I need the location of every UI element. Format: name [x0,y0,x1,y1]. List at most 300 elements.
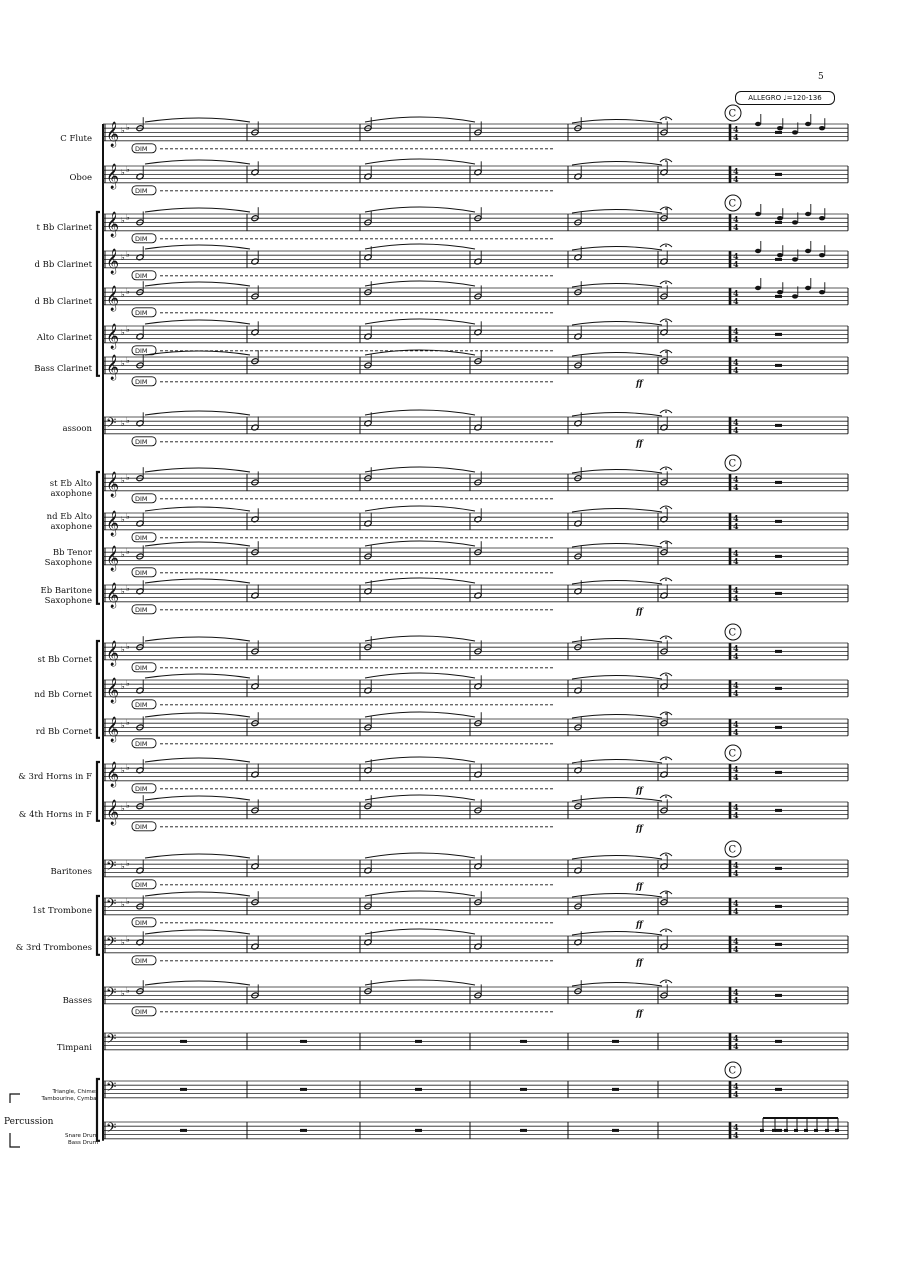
fermata-dot [665,758,667,760]
whole-rest [775,1040,782,1043]
dim-marking: DIM [135,784,148,793]
flat-icon: ♭ [121,216,125,225]
dynamic-ff: ff [636,822,643,833]
slur [145,468,250,472]
rehearsal-mark: C [728,198,737,210]
whole-rest [415,1129,422,1132]
fermata-dot [665,507,667,509]
fermata-dot [665,411,667,413]
whole-rest [775,258,782,261]
time-signature: 4 [733,585,739,595]
time-signature: 4 [733,513,739,523]
bass-clef-icon: 𝄢 [106,415,117,434]
flat-icon: ♭ [126,287,130,296]
whole-rest [775,994,782,997]
whole-rest [180,1040,187,1043]
note-head [805,212,811,216]
slur [145,981,250,985]
page-number: 5 [818,72,824,82]
flat-icon: ♭ [126,584,130,593]
time-signature: 4 [733,1089,739,1099]
slur [572,120,662,124]
dynamic-ff: ff [636,918,643,929]
note-head [755,249,761,253]
whole-rest [775,481,782,484]
whole-rest [775,364,782,367]
treble-clef-icon: 𝄞 [106,717,120,742]
whole-rest [415,1088,422,1091]
time-signature: 4 [733,987,739,997]
flat-icon: ♭ [126,642,130,651]
whole-rest [775,520,782,523]
dim-marking: DIM [135,271,148,280]
instrument-label: & 4th Horns in F [18,810,92,820]
slur [145,411,250,415]
time-signature: 4 [733,898,739,908]
time-signature: 4 [733,326,739,336]
time-signature: 4 [733,132,739,142]
slur [572,856,662,860]
fermata-dot [665,351,667,353]
time-signature: 4 [733,482,739,492]
time-signature: 4 [733,521,739,531]
rehearsal-mark: C [728,627,737,639]
percussion-bracket [10,1094,20,1103]
note-head [755,122,761,126]
dim-marking: DIM [135,186,148,195]
note-head [819,216,825,220]
flat-icon: ♭ [126,213,130,222]
slur [145,579,250,583]
instrument-label: Bass Clarinet [34,364,92,374]
rehearsal-mark: C [728,844,737,856]
slur [145,713,250,717]
note-head [755,212,761,216]
dim-marking: DIM [135,377,148,386]
treble-clef-icon: 𝄞 [106,164,120,189]
time-signature: 4 [733,296,739,306]
time-signature: 4 [733,1033,739,1043]
flat-icon: ♭ [121,515,125,524]
flat-icon: ♭ [126,416,130,425]
whole-rest [775,687,782,690]
time-signature: 4 [733,719,739,729]
instrument-label: Timpani [56,1043,92,1053]
dim-marking: DIM [135,739,148,748]
tempo-marking: ALLEGRO ♩=120-136 [735,91,835,105]
whole-rest [775,333,782,336]
percussion-sub-label-2: Snare Drum Bass Drum [65,1133,98,1146]
slur [365,319,475,324]
slur [572,760,662,764]
time-signature: 4 [733,251,739,261]
flat-icon: ♭ [121,989,125,998]
slur [572,798,662,802]
note-head [777,126,783,130]
flat-icon: ♭ [126,473,130,482]
time-signature: 4 [733,764,739,774]
treble-clef-icon: 𝄞 [106,249,120,274]
note-head [777,216,783,220]
percussion-sub-label-1: Triangle, Chimes Tambourine, Cymbal [41,1089,98,1102]
note-head [805,122,811,126]
time-signature: 4 [733,222,739,232]
whole-rest [775,173,782,176]
whole-rest [775,809,782,812]
slur [145,758,250,762]
time-signature: 4 [733,1122,739,1132]
note-head [777,290,783,294]
dynamic-ff: ff [636,437,643,448]
time-signature: 4 [733,868,739,878]
time-signature: 4 [733,556,739,566]
slur [572,162,662,166]
dim-marking: DIM [135,663,148,672]
flat-icon: ♭ [126,165,130,174]
treble-clef-icon: 𝄞 [106,583,120,608]
note-head [819,126,825,130]
flat-icon: ♭ [121,126,125,135]
drum-note-head [772,1129,776,1132]
fermata-dot [665,981,667,983]
drum-note-head [784,1129,788,1132]
slur [145,118,250,122]
instrument-label: d Bb Clarinet [34,260,92,270]
dim-marking: DIM [135,144,148,153]
whole-rest [415,1040,422,1043]
dim-marking: DIM [135,346,148,355]
dynamic-ff: ff [636,377,643,388]
time-signature: 4 [733,1041,739,1051]
time-signature: 4 [733,288,739,298]
treble-clef-icon: 𝄞 [106,324,120,349]
instrument-label: Alto Clarinet [36,333,92,343]
treble-clef-icon: 𝄞 [106,355,120,380]
slur [145,930,250,934]
slur [145,854,250,858]
note-head [777,253,783,257]
whole-rest [775,771,782,774]
note-head [805,249,811,253]
fermata-dot [665,674,667,676]
slur [572,581,662,585]
flat-icon: ♭ [126,718,130,727]
slur [365,929,475,934]
time-signature: 4 [733,124,739,134]
flat-icon: ♭ [121,766,125,775]
note-head [819,253,825,257]
slur [572,353,662,357]
fermata-dot [665,854,667,856]
whole-rest [612,1088,619,1091]
instrument-label: rd Bb Cornet [35,727,92,737]
drum-note-head [794,1129,798,1132]
dynamic-ff: ff [636,784,643,795]
instrument-label: 1st Trombone [32,906,92,916]
slur [365,578,475,583]
fermata-dot [665,160,667,162]
whole-rest [775,1088,782,1091]
time-signature: 4 [733,802,739,812]
flat-icon: ♭ [121,328,125,337]
slur [572,210,662,214]
whole-rest [775,131,782,134]
instrument-label: Eb Baritone Saxophone [40,586,92,606]
dynamic-ff: ff [636,956,643,967]
instrument-label: d Bb Clarinet [34,297,92,307]
note-head [755,286,761,290]
slur [572,715,662,719]
slur [572,284,662,288]
slur [365,891,475,896]
rehearsal-mark: C [728,1065,737,1077]
time-signature: 4 [733,166,739,176]
time-signature: 4 [733,936,739,946]
time-signature: 4 [733,651,739,661]
flat-icon: ♭ [126,512,130,521]
slur [365,159,475,164]
flat-icon: ♭ [126,986,130,995]
fermata-dot [665,208,667,210]
flat-icon: ♭ [126,547,130,556]
dim-marking: DIM [135,700,148,709]
instrument-label: & 3rd Trombones [15,943,92,953]
slur [145,160,250,164]
slur [572,676,662,680]
flat-icon: ♭ [126,801,130,810]
fermata-dot [665,796,667,798]
flat-icon: ♭ [121,253,125,262]
whole-rest [775,424,782,427]
whole-rest [775,555,782,558]
time-signature: 4 [733,417,739,427]
dim-marking: DIM [135,437,148,446]
group-bracket [97,472,100,604]
time-signature: 4 [733,944,739,954]
time-signature: 4 [733,214,739,224]
slur [145,351,250,355]
flat-icon: ♭ [126,859,130,868]
fermata-dot [665,892,667,894]
flat-icon: ♭ [121,359,125,368]
flat-icon: ♭ [121,587,125,596]
treble-clef-icon: 𝄞 [106,472,120,497]
treble-clef-icon: 𝄞 [106,678,120,703]
note-head [792,257,798,261]
time-signature: 4 [733,688,739,698]
fermata-dot [665,245,667,247]
dim-marking: DIM [135,1007,148,1016]
instrument-label: Baritones [50,867,92,877]
slur [145,320,250,324]
slur [145,796,250,800]
slur [365,712,475,717]
treble-clef-icon: 𝄞 [106,641,120,666]
whole-rest [520,1088,527,1091]
slur [365,207,475,212]
dim-marking: DIM [135,822,148,831]
slur [145,637,250,641]
whole-rest [775,1129,782,1132]
group-bracket [97,762,100,821]
slur [572,639,662,643]
time-signature: 4 [733,772,739,782]
flat-icon: ♭ [126,897,130,906]
flat-icon: ♭ [121,419,125,428]
slur [145,674,250,678]
time-signature: 4 [733,680,739,690]
slur [365,467,475,472]
bass-clef-icon: 𝄢 [106,1120,117,1139]
flat-icon: ♭ [126,356,130,365]
bass-clef-icon: 𝄢 [106,858,117,877]
fermata-dot [665,713,667,715]
slur [145,507,250,511]
slur [572,322,662,326]
slur [145,542,250,546]
time-signature: 4 [733,365,739,375]
instrument-label: nd Eb Alto axophone [46,512,92,532]
slur [572,932,662,936]
flat-icon: ♭ [121,862,125,871]
flat-icon: ♭ [121,550,125,559]
treble-clef-icon: 𝄞 [106,286,120,311]
instrument-label: Oboe [69,173,92,183]
time-signature: 4 [733,334,739,344]
slur [365,506,475,511]
group-bracket [97,641,100,738]
drum-note-head [825,1129,829,1132]
slur [572,247,662,251]
dynamic-ff: ff [636,880,643,891]
slur [365,410,475,415]
time-signature: 4 [733,1130,739,1140]
dim-marking: DIM [135,234,148,243]
note-head [792,294,798,298]
slur [365,244,475,249]
fermata-dot [665,542,667,544]
whole-rest [775,726,782,729]
slur [365,117,475,122]
instrument-label: C Flute [60,134,92,144]
time-signature: 4 [733,727,739,737]
bass-clef-icon: 𝄢 [106,985,117,1004]
percussion-label: Percussion [4,1117,54,1127]
whole-rest [300,1088,307,1091]
dim-marking: DIM [135,494,148,503]
dim-marking: DIM [135,568,148,577]
whole-rest [180,1088,187,1091]
slur [365,795,475,800]
bass-clef-icon: 𝄢 [106,934,117,953]
drum-note-head [835,1129,839,1132]
whole-rest [520,1129,527,1132]
rehearsal-mark: C [728,748,737,760]
instrument-label: st Eb Alto axophone [49,479,92,499]
dynamic-ff: ff [636,1007,643,1018]
whole-rest [612,1129,619,1132]
treble-clef-icon: 𝄞 [106,546,120,571]
time-signature: 4 [733,995,739,1005]
note-head [792,220,798,224]
flat-icon: ♭ [121,682,125,691]
flat-icon: ♭ [121,721,125,730]
whole-rest [180,1129,187,1132]
drum-note-head [814,1129,818,1132]
slur [572,983,662,987]
note-head [792,130,798,134]
time-signature: 4 [733,174,739,184]
instrument-label: Basses [62,996,92,1006]
bass-clef-icon: 𝄢 [106,1031,117,1050]
whole-rest [775,221,782,224]
slur [365,636,475,641]
bass-clef-icon: 𝄢 [106,1079,117,1098]
fermata-dot [665,637,667,639]
flat-icon: ♭ [126,679,130,688]
dim-marking: DIM [135,956,148,965]
fermata-dot [665,468,667,470]
treble-clef-icon: 𝄞 [106,511,120,536]
fermata-dot [665,320,667,322]
whole-rest [300,1040,307,1043]
time-signature: 4 [733,643,739,653]
slur [145,282,250,286]
flat-icon: ♭ [126,325,130,334]
slur [145,892,250,896]
flat-icon: ♭ [126,250,130,259]
note-head [805,286,811,290]
fermata-dot [665,282,667,284]
drum-note-head [804,1129,808,1132]
whole-rest [775,943,782,946]
percussion-bracket [10,1133,20,1147]
drum-note-head [760,1129,764,1132]
flat-icon: ♭ [126,123,130,132]
bass-clef-icon: 𝄢 [106,896,117,915]
fermata-dot [665,579,667,581]
slur [145,245,250,249]
slur [365,757,475,762]
flat-icon: ♭ [121,804,125,813]
flat-icon: ♭ [121,645,125,654]
group-bracket [97,896,100,955]
time-signature: 4 [733,425,739,435]
time-signature: 4 [733,810,739,820]
flat-icon: ♭ [126,935,130,944]
flat-icon: ♭ [121,290,125,299]
fermata-dot [665,118,667,120]
slur [365,281,475,286]
time-signature: 4 [733,593,739,603]
slur [572,894,662,898]
flat-icon: ♭ [121,900,125,909]
fermata-dot [665,930,667,932]
slur [572,544,662,548]
dim-marking: DIM [135,918,148,927]
instrument-label: t Bb Clarinet [36,223,92,233]
instrument-label: nd Bb Cornet [34,690,92,700]
flat-icon: ♭ [121,476,125,485]
slur [365,853,475,858]
slur [365,541,475,546]
whole-rest [775,592,782,595]
time-signature: 4 [733,259,739,269]
treble-clef-icon: 𝄞 [106,762,120,787]
dim-marking: DIM [135,533,148,542]
whole-rest [775,905,782,908]
time-signature: 4 [733,906,739,916]
